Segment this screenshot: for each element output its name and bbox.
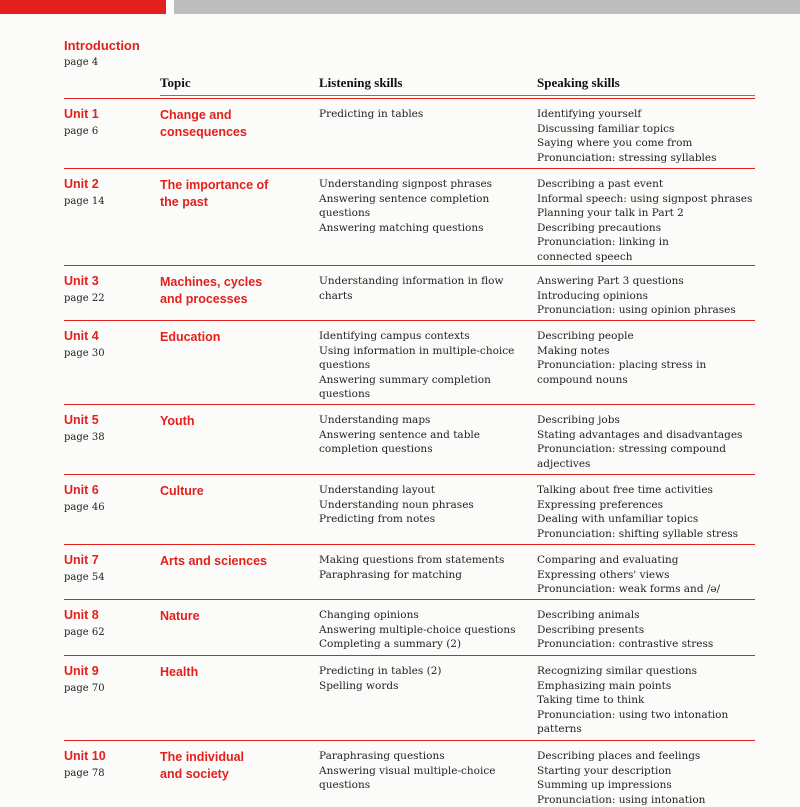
unit-topic [160, 274, 310, 308]
speaking-skills-list [537, 107, 752, 165]
row-divider [64, 404, 755, 405]
listening-skills-list [319, 413, 529, 457]
unit-page: page 78 [64, 768, 105, 779]
list-item: Pronunciation: shifting syllable stress [537, 527, 752, 542]
list-item: questions [319, 358, 529, 373]
list-item: Comparing and evaluating [537, 553, 752, 568]
unit-label[interactable]: Unit 7 [64, 553, 99, 567]
unit-label[interactable]: Unit 10 [64, 749, 106, 763]
listening-skills-list [319, 177, 529, 235]
list-item: Informal speech: using signpost phrases [537, 192, 752, 207]
list-item: questions [319, 206, 529, 221]
list-item: Paraphrasing for matching [319, 568, 529, 583]
unit-topic [160, 107, 310, 141]
list-item: Starting your description [537, 764, 752, 779]
speaking-skills-list [537, 177, 752, 264]
list-item: Answering multiple-choice questions [319, 623, 529, 638]
list-item: Answering matching questions [319, 221, 529, 236]
row-divider [64, 320, 755, 321]
unit-topic [160, 413, 310, 430]
listening-skills-list [319, 664, 529, 693]
listening-skills-list [319, 274, 529, 303]
topic-line: Arts and sciences [160, 553, 310, 570]
listening-skills-list [319, 329, 529, 402]
unit-label[interactable]: Unit 1 [64, 107, 99, 121]
list-item: Expressing preferences [537, 498, 752, 513]
header-bar-grey [174, 0, 800, 14]
topic-line: Culture [160, 483, 310, 500]
list-item: Understanding signpost phrases [319, 177, 529, 192]
unit-topic [160, 329, 310, 346]
listening-skills-list [319, 749, 529, 793]
topic-line: Change and [160, 107, 310, 124]
row-divider [64, 544, 755, 545]
list-item: Pronunciation: placing stress in [537, 358, 752, 373]
unit-topic [160, 608, 310, 625]
list-item: Taking time to think [537, 693, 752, 708]
unit-label[interactable]: Unit 4 [64, 329, 99, 343]
row-divider [64, 168, 755, 169]
introduction-page: page 4 [64, 57, 98, 68]
list-item: Understanding layout [319, 483, 529, 498]
list-item: Saying where you come from [537, 136, 752, 151]
listening-skills-list [319, 553, 529, 582]
unit-page: page 54 [64, 572, 105, 583]
column-header-listening: Listening skills [319, 75, 402, 91]
list-item: Pronunciation: using intonation [537, 793, 752, 807]
row-divider [64, 98, 755, 99]
introduction-title[interactable]: Introduction [64, 38, 140, 53]
speaking-skills-list [537, 483, 752, 541]
unit-topic [160, 749, 310, 783]
list-item: Describing presents [537, 623, 752, 638]
topic-line: consequences [160, 124, 310, 141]
topic-line: and society [160, 766, 310, 783]
column-header-speaking: Speaking skills [537, 75, 620, 91]
speaking-skills-list [537, 749, 752, 807]
topic-line: Nature [160, 608, 310, 625]
list-item: Dealing with unfamiliar topics [537, 512, 752, 527]
header-bar-red [0, 0, 166, 14]
list-item: Answering summary completion [319, 373, 529, 388]
unit-label[interactable]: Unit 8 [64, 608, 99, 622]
listening-skills-list [319, 608, 529, 652]
speaking-skills-list [537, 608, 752, 652]
topic-line: and processes [160, 291, 310, 308]
unit-topic [160, 664, 310, 681]
unit-page: page 38 [64, 432, 105, 443]
topic-line: The individual [160, 749, 310, 766]
list-item: Discussing familiar topics [537, 122, 752, 137]
unit-label[interactable]: Unit 9 [64, 664, 99, 678]
list-item: Understanding noun phrases [319, 498, 529, 513]
list-item: Making questions from statements [319, 553, 529, 568]
list-item: Changing opinions [319, 608, 529, 623]
list-item: Pronunciation: linking in [537, 235, 752, 250]
list-item: Summing up impressions [537, 778, 752, 793]
list-item: adjectives [537, 457, 752, 472]
list-item: charts [319, 289, 529, 304]
list-item: Describing places and feelings [537, 749, 752, 764]
unit-label[interactable]: Unit 3 [64, 274, 99, 288]
unit-page: page 70 [64, 683, 105, 694]
row-divider [64, 740, 755, 741]
list-item: Spelling words [319, 679, 529, 694]
speaking-skills-list [537, 664, 752, 737]
unit-label[interactable]: Unit 2 [64, 177, 99, 191]
unit-page: page 46 [64, 502, 105, 513]
header-divider [160, 95, 755, 96]
list-item: Expressing others' views [537, 568, 752, 583]
unit-topic [160, 553, 310, 570]
list-item: Describing a past event [537, 177, 752, 192]
column-header-topic: Topic [160, 75, 191, 91]
unit-label[interactable]: Unit 5 [64, 413, 99, 427]
unit-page: page 6 [64, 126, 98, 137]
unit-topic [160, 177, 310, 211]
list-item: Answering sentence completion [319, 192, 529, 207]
list-item: Pronunciation: stressing compound [537, 442, 752, 457]
list-item: Recognizing similar questions [537, 664, 752, 679]
listening-skills-list [319, 107, 529, 122]
list-item: Predicting in tables (2) [319, 664, 529, 679]
row-divider [64, 655, 755, 656]
list-item: Describing animals [537, 608, 752, 623]
topic-line: the past [160, 194, 310, 211]
unit-page: page 22 [64, 293, 105, 304]
list-item: Answering Part 3 questions [537, 274, 752, 289]
list-item: Identifying yourself [537, 107, 752, 122]
list-item: Pronunciation: weak forms and /ə/ [537, 582, 752, 597]
unit-page: page 14 [64, 196, 105, 207]
row-divider [64, 599, 755, 600]
list-item: completion questions [319, 442, 529, 457]
list-item: Pronunciation: contrastive stress [537, 637, 752, 652]
list-item: Introducing opinions [537, 289, 752, 304]
list-item: Completing a summary (2) [319, 637, 529, 652]
list-item: Stating advantages and disadvantages [537, 428, 752, 443]
list-item: Understanding information in flow [319, 274, 529, 289]
list-item: Paraphrasing questions [319, 749, 529, 764]
list-item: questions [319, 778, 529, 793]
topic-line: Youth [160, 413, 310, 430]
speaking-skills-list [537, 274, 752, 318]
list-item: Pronunciation: using opinion phrases [537, 303, 752, 318]
unit-label[interactable]: Unit 6 [64, 483, 99, 497]
list-item: Answering sentence and table [319, 428, 529, 443]
list-item: Describing precautions [537, 221, 752, 236]
topic-line: Health [160, 664, 310, 681]
list-item: Talking about free time activities [537, 483, 752, 498]
list-item: Answering visual multiple-choice [319, 764, 529, 779]
speaking-skills-list [537, 329, 752, 387]
list-item: Describing people [537, 329, 752, 344]
list-item: Identifying campus contexts [319, 329, 529, 344]
speaking-skills-list [537, 553, 752, 597]
list-item: Emphasizing main points [537, 679, 752, 694]
list-item: Using information in multiple-choice [319, 344, 529, 359]
unit-topic [160, 483, 310, 500]
list-item: Understanding maps [319, 413, 529, 428]
unit-page: page 30 [64, 348, 105, 359]
list-item: Pronunciation: stressing syllables [537, 151, 752, 166]
speaking-skills-list [537, 413, 752, 471]
row-divider [64, 265, 755, 266]
topic-line: Education [160, 329, 310, 346]
list-item: Predicting in tables [319, 107, 529, 122]
listening-skills-list [319, 483, 529, 527]
list-item: Making notes [537, 344, 752, 359]
topic-line: Machines, cycles [160, 274, 310, 291]
list-item: connected speech [537, 250, 752, 265]
list-item: Pronunciation: using two intonation [537, 708, 752, 723]
list-item: patterns [537, 722, 752, 737]
row-divider [64, 474, 755, 475]
unit-page: page 62 [64, 627, 105, 638]
list-item: Describing jobs [537, 413, 752, 428]
list-item: questions [319, 387, 529, 402]
list-item: Planning your talk in Part 2 [537, 206, 752, 221]
list-item: Predicting from notes [319, 512, 529, 527]
list-item: compound nouns [537, 373, 752, 388]
topic-line: The importance of [160, 177, 310, 194]
